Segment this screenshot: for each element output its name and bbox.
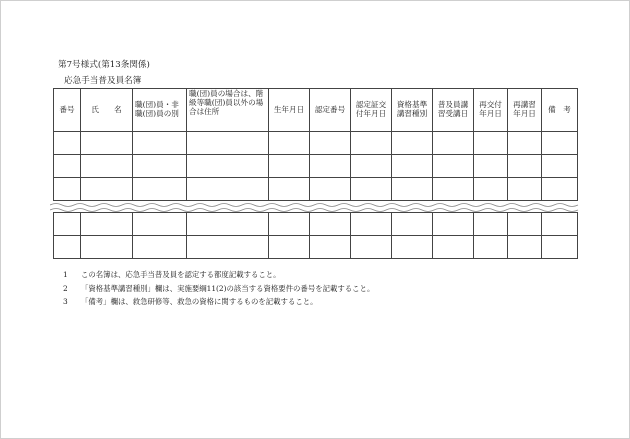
table-cell — [542, 178, 578, 201]
table-cell — [269, 178, 310, 201]
table-cell — [310, 178, 351, 201]
note-text: この名簿は、応急手当普及員を認定する都度記載すること。 — [81, 270, 281, 280]
table-cell — [542, 236, 578, 259]
table-cell — [542, 132, 578, 155]
table-cell — [310, 132, 351, 155]
table-row — [54, 236, 578, 259]
table-cell — [351, 178, 392, 201]
table-cell — [392, 213, 433, 236]
note-text: 「資格基準講習種別」欄は、実施要綱11(2)の該当する資格要件の番号を記載すること。 — [81, 283, 375, 293]
table-cell — [54, 213, 81, 236]
table-cell — [54, 155, 81, 178]
table-cell — [133, 178, 187, 201]
table-row — [54, 132, 578, 155]
table-cell — [269, 132, 310, 155]
table-cell — [392, 155, 433, 178]
table-cell — [508, 132, 542, 155]
table-row — [54, 178, 578, 201]
table-break-wave — [50, 201, 580, 213]
table-cell — [392, 178, 433, 201]
table-cell — [351, 213, 392, 236]
table-cell — [81, 236, 133, 259]
table-cell — [542, 213, 578, 236]
table-cell — [474, 236, 508, 259]
table-cell — [269, 236, 310, 259]
column-header-remarks: 備 考 — [542, 89, 578, 132]
table-cell — [81, 155, 133, 178]
column-header-birth-date: 生年月日 — [269, 89, 310, 132]
note-text: 「備考」欄は、救急研修等、救急の資格に関するものを記載すること。 — [81, 297, 318, 307]
document-title: 応急手当普及員名簿 — [64, 76, 142, 86]
header-row — [54, 89, 578, 132]
note-item — [63, 268, 374, 282]
roster-table — [53, 88, 578, 259]
table-cell — [474, 155, 508, 178]
table-cell — [351, 155, 392, 178]
table-cell — [433, 236, 474, 259]
column-header-reissue-date: 再交付年月日 — [474, 89, 508, 132]
table-cell — [54, 178, 81, 201]
column-header-cert-number: 認定番号 — [310, 89, 351, 132]
note-item — [63, 282, 374, 296]
table-cell — [310, 236, 351, 259]
table-cell — [392, 132, 433, 155]
table-row — [54, 213, 578, 236]
table-cell — [392, 236, 433, 259]
table-cell — [310, 213, 351, 236]
table-cell — [269, 213, 310, 236]
table-cell — [133, 236, 187, 259]
note-item — [63, 295, 374, 309]
table-cell — [508, 178, 542, 201]
table-cell — [433, 132, 474, 155]
table-cell — [133, 132, 187, 155]
column-header-course-type: 資格基準講習種別 — [392, 89, 433, 132]
table-cell — [474, 132, 508, 155]
table-cell — [187, 155, 269, 178]
column-header-course-date: 普及員講習受講日 — [433, 89, 474, 132]
table-cell — [269, 155, 310, 178]
table-cell — [542, 155, 578, 178]
column-header-number: 番号 — [54, 89, 81, 132]
table-cell — [433, 155, 474, 178]
table-cell — [187, 213, 269, 236]
table-cell — [133, 155, 187, 178]
notes-list — [63, 268, 374, 309]
table-row — [54, 155, 578, 178]
table-cell — [310, 155, 351, 178]
table-cell — [508, 155, 542, 178]
table-cell — [508, 236, 542, 259]
form-number: 第7号様式(第13条関係) — [58, 60, 150, 70]
table-cell — [187, 236, 269, 259]
table-cell — [81, 178, 133, 201]
column-header-name: 氏 名 — [81, 89, 133, 132]
table-cell — [54, 132, 81, 155]
table-cell — [81, 213, 133, 236]
note-number: 2 — [63, 283, 68, 293]
table-cell — [351, 236, 392, 259]
note-number: 1 — [63, 270, 68, 280]
table-cell — [187, 132, 269, 155]
column-header-staff-type: 職(団)員・非職(団)員の別 — [133, 89, 187, 132]
column-header-cert-issue-date: 認定証交付年月日 — [351, 89, 392, 132]
table-cell — [508, 213, 542, 236]
table-cell — [133, 213, 187, 236]
note-number: 3 — [63, 297, 68, 307]
table-cell — [351, 132, 392, 155]
table-cell — [433, 213, 474, 236]
table-cell — [474, 213, 508, 236]
table-cell — [54, 236, 81, 259]
table-cell — [81, 132, 133, 155]
table-cell — [187, 178, 269, 201]
column-header-rank-or-address: 職(団)員の場合は、階級等職(団)員以外の場合は住所 — [187, 89, 269, 132]
table-cell — [474, 178, 508, 201]
column-header-retraining-date: 再講習年月日 — [508, 89, 542, 132]
table-cell — [433, 178, 474, 201]
